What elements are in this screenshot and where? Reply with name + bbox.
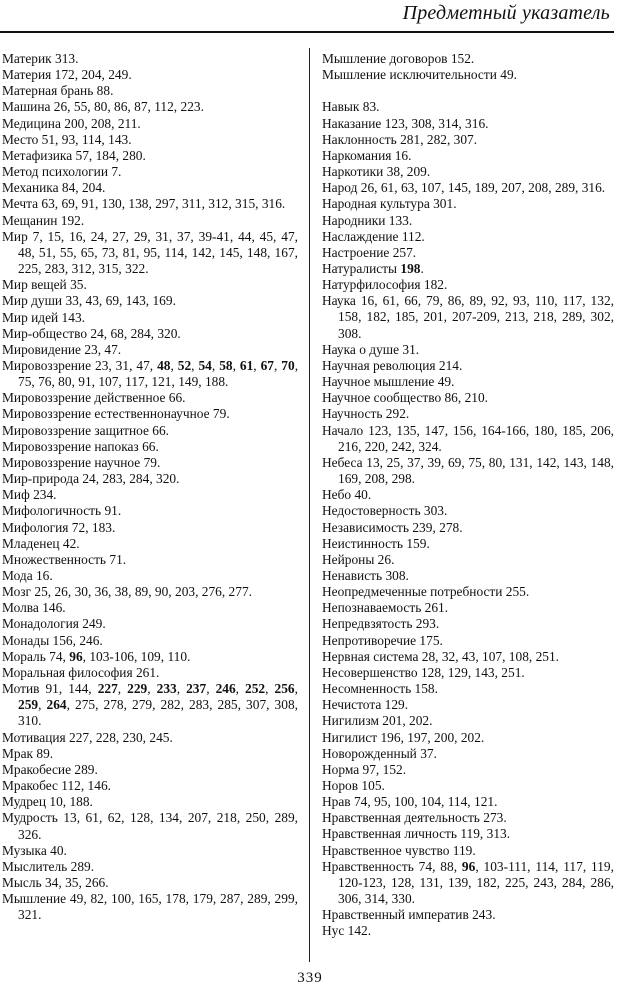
index-entry: Мир-природа 24, 283, 284, 320. [2,471,180,487]
index-entry: Моральная философия 261. [2,664,160,680]
index-entry: Нравственное чувство 119. [322,842,476,858]
index-entry: Монады 156, 246. [2,632,103,648]
index-entry: Непротиворечие 175. [322,632,443,648]
index-column-left [2,51,298,923]
index-entry: Медицина 200, 208, 211. [2,115,141,131]
index-entry: Научность 292. [322,406,410,422]
index-entry: Мрак 89. [2,745,54,761]
index-entry: Множественность 71. [2,551,127,567]
index-entry: Нравственная деятельность 273. [322,810,507,826]
index-entry: Мировидение 23, 47. [2,341,122,357]
index-entry: Народники 133. [322,212,413,228]
index-entry: Непознаваемость 261. [322,600,449,616]
index-entry: Несомненность 158. [322,681,438,697]
index-entry: Материк 313. [2,51,79,66]
index-entry: Народная культура 301. [322,196,457,212]
index-entry: Нигилист 196, 197, 200, 202. [322,729,485,745]
index-entry: Мировоззрение защитное 66. [2,422,170,438]
index-entry: Ненависть 308. [322,567,409,583]
index-entry: Мировоззрение научное 79. [2,454,161,470]
index-entry: Место 51, 93, 114, 143. [2,131,132,147]
index-entry: Небо 40. [322,487,372,503]
index-entry: Норов 105. [322,778,385,794]
index-entry: Миф 234. [2,487,57,503]
index-entry: Музыка 40. [2,842,67,858]
header-rule [0,31,614,33]
index-entry: Наслаждение 112. [322,228,425,244]
header-title: Предметный указатель [402,2,610,24]
index-entry: Научное сообщество 86, 210. [322,390,489,406]
index-entry: Мракобесие 289. [2,761,98,777]
index-entry: Нечистота 129. [322,697,409,713]
index-entry: Натуралисты 198. [322,261,424,277]
index-entry: Наука о душе 31. [322,341,420,357]
index-entry: Небеса 13, 25, 37, 39, 69, 75, 80, 131, 142, 143, 148, 169, 208, 298. [322,454,614,487]
index-entry: Наркотики 38, 209. [322,164,431,180]
index-entry: Мысль 34, 35, 266. [2,874,109,890]
index-entry: Нервная система 28, 32, 43, 107, 108, 251. [322,648,560,664]
index-entry: Мозг 25, 26, 30, 36, 38, 89, 90, 203, 276, 277. [2,584,252,600]
index-entry: Мудрец 10, 188. [2,794,93,810]
index-entry: Неистинность 159. [322,535,430,551]
index-entry: Мировоззрение напоказ 66. [2,438,159,454]
index-entry: Нравственная личность 119, 313. [322,826,511,842]
index-entry: Мировоззрение естественнонаучное 79. [2,406,230,422]
index-entry: Мещанин 192. [2,212,85,228]
index-entry: Мракобес 112, 146. [2,778,111,794]
page-number: 339 [297,970,323,986]
index-entry: Мировоззрение действенное 66. [2,390,186,406]
index-entry: Научная революция 214. [322,357,463,373]
index-entry: Мыслитель 289. [2,858,95,874]
index-entry: Недостоверность 303. [322,503,448,519]
index-entry: Независимость 239, 278. [322,519,463,535]
index-entry: Новорожденный 37. [322,745,437,761]
index-entry: Народ 26, 61, 63, 107, 145, 189, 207, 208, 289, 316. [322,180,606,196]
index-entry: Мышление 49, 82, 100, 165, 178, 179, 287, 289, 299, 321. [2,891,298,923]
index-entry: Мечта 63, 69, 91, 130, 138, 297, 311, 312, 315, 316. [2,196,286,212]
index-entry: Норма 97, 152. [322,761,407,777]
index-entry: Настроение 257. [322,244,417,260]
index-entry: Мораль 74, 96, 103-106, 109, 110. [2,648,191,664]
index-entry: Нус 142. [322,923,372,939]
running-header [0,0,620,36]
index-entry: Механика 84, 204. [2,180,106,196]
index-entry: Мир-общество 24, 68, 284, 320. [2,325,181,341]
index-entry: Научное мышление 49. [322,374,455,390]
index-entry: Метод психологии 7. [2,164,122,180]
index-entry: Мир души 33, 43, 69, 143, 169. [2,293,176,309]
index-entry: Мотив 91, 144, 227, 229, 233, 237, 246, 252, 256, 259, 264, 275, 278, 279, 282, 283, 285, 307, 308, 310. [2,681,298,729]
index-entry: Начало 123, 135, 147, 156, 164-166, 180, 185, 206, 216, 220, 242, 324. [322,422,614,454]
index-entry: Мышление исключительности 49. [322,67,517,83]
index-entry: Мир 7, 15, 16, 24, 27, 29, 31, 37, 39-41, 44, 45, 47, 48, 51, 55, 65, 73, 81, 95, 114, 142, 145, 148, 167, 225, 283, 312, 315, 322. [2,228,298,277]
column-divider [309,48,310,962]
index-entry: Младенец 42. [2,535,80,551]
index-entry: Мифология 72, 183. [2,519,116,535]
index-entry: Материя 172, 204, 249. [2,67,132,83]
index-entry: Наказание 123, 308, 314, 316. [322,115,489,131]
index-entry: Нрав 74, 95, 100, 104, 114, 121. [322,794,498,810]
index-entry: Метафизика 57, 184, 280. [2,147,146,163]
index-entry: Наркомания 16. [322,147,412,163]
index-entry: Мифологичность 91. [2,503,122,519]
index-entry: Наклонность 281, 282, 307. [322,131,478,147]
index-entry: Мода 16. [2,568,53,583]
index-entry: Мотивация 227, 228, 230, 245. [2,729,173,745]
index-entry: Навык 83. [322,99,380,115]
index-entry: Наука 16, 61, 66, 79, 86, 89, 92, 93, 110, 117, 132, 158, 182, 185, 201, 207-209, 213, 218, 289, 302, 308. [322,293,614,341]
index-entry: Несовершенство 128, 129, 143, 251. [322,664,525,680]
index-entry: Нигилизм 201, 202. [322,713,433,729]
index-entry: Нейроны 26. [322,551,395,567]
index-entry: Нравственность 74, 88, 96, 103-111, 114, 117, 119, 120-123, 128, 131, 139, 182, 225, 243, 284, 286, 306, 314, 330. [322,858,614,907]
index-entry: Мудрость 13, 61, 62, 128, 134, 207, 218, 250, 289, 326. [2,810,298,842]
index-entry: Мировоззрение 23, 31, 47, 48, 52, 54, 58, 61, 67, 70, 75, 76, 80, 91, 107, 117, 121, 149, 188. [2,357,299,390]
index-entry: Машина 26, 55, 80, 86, 87, 112, 223. [2,99,204,115]
index-entry: Натурфилософия 182. [322,277,448,293]
index-entry: Непредвзятость 293. [322,616,440,632]
index-entry: Мир идей 143. [2,309,85,325]
index-entry: Мир вещей 35. [2,277,87,293]
index-entry: Мышление договоров 152. [322,51,475,66]
index-entry: Матерная брань 88. [2,83,114,99]
index-entry: Нравственный императив 243. [322,907,496,923]
index-column-right [322,51,614,940]
index-entry: Неопредмеченные потребности 255. [322,584,530,600]
index-entry: Молва 146. [2,600,66,616]
index-entry: Монадология 249. [2,616,106,632]
